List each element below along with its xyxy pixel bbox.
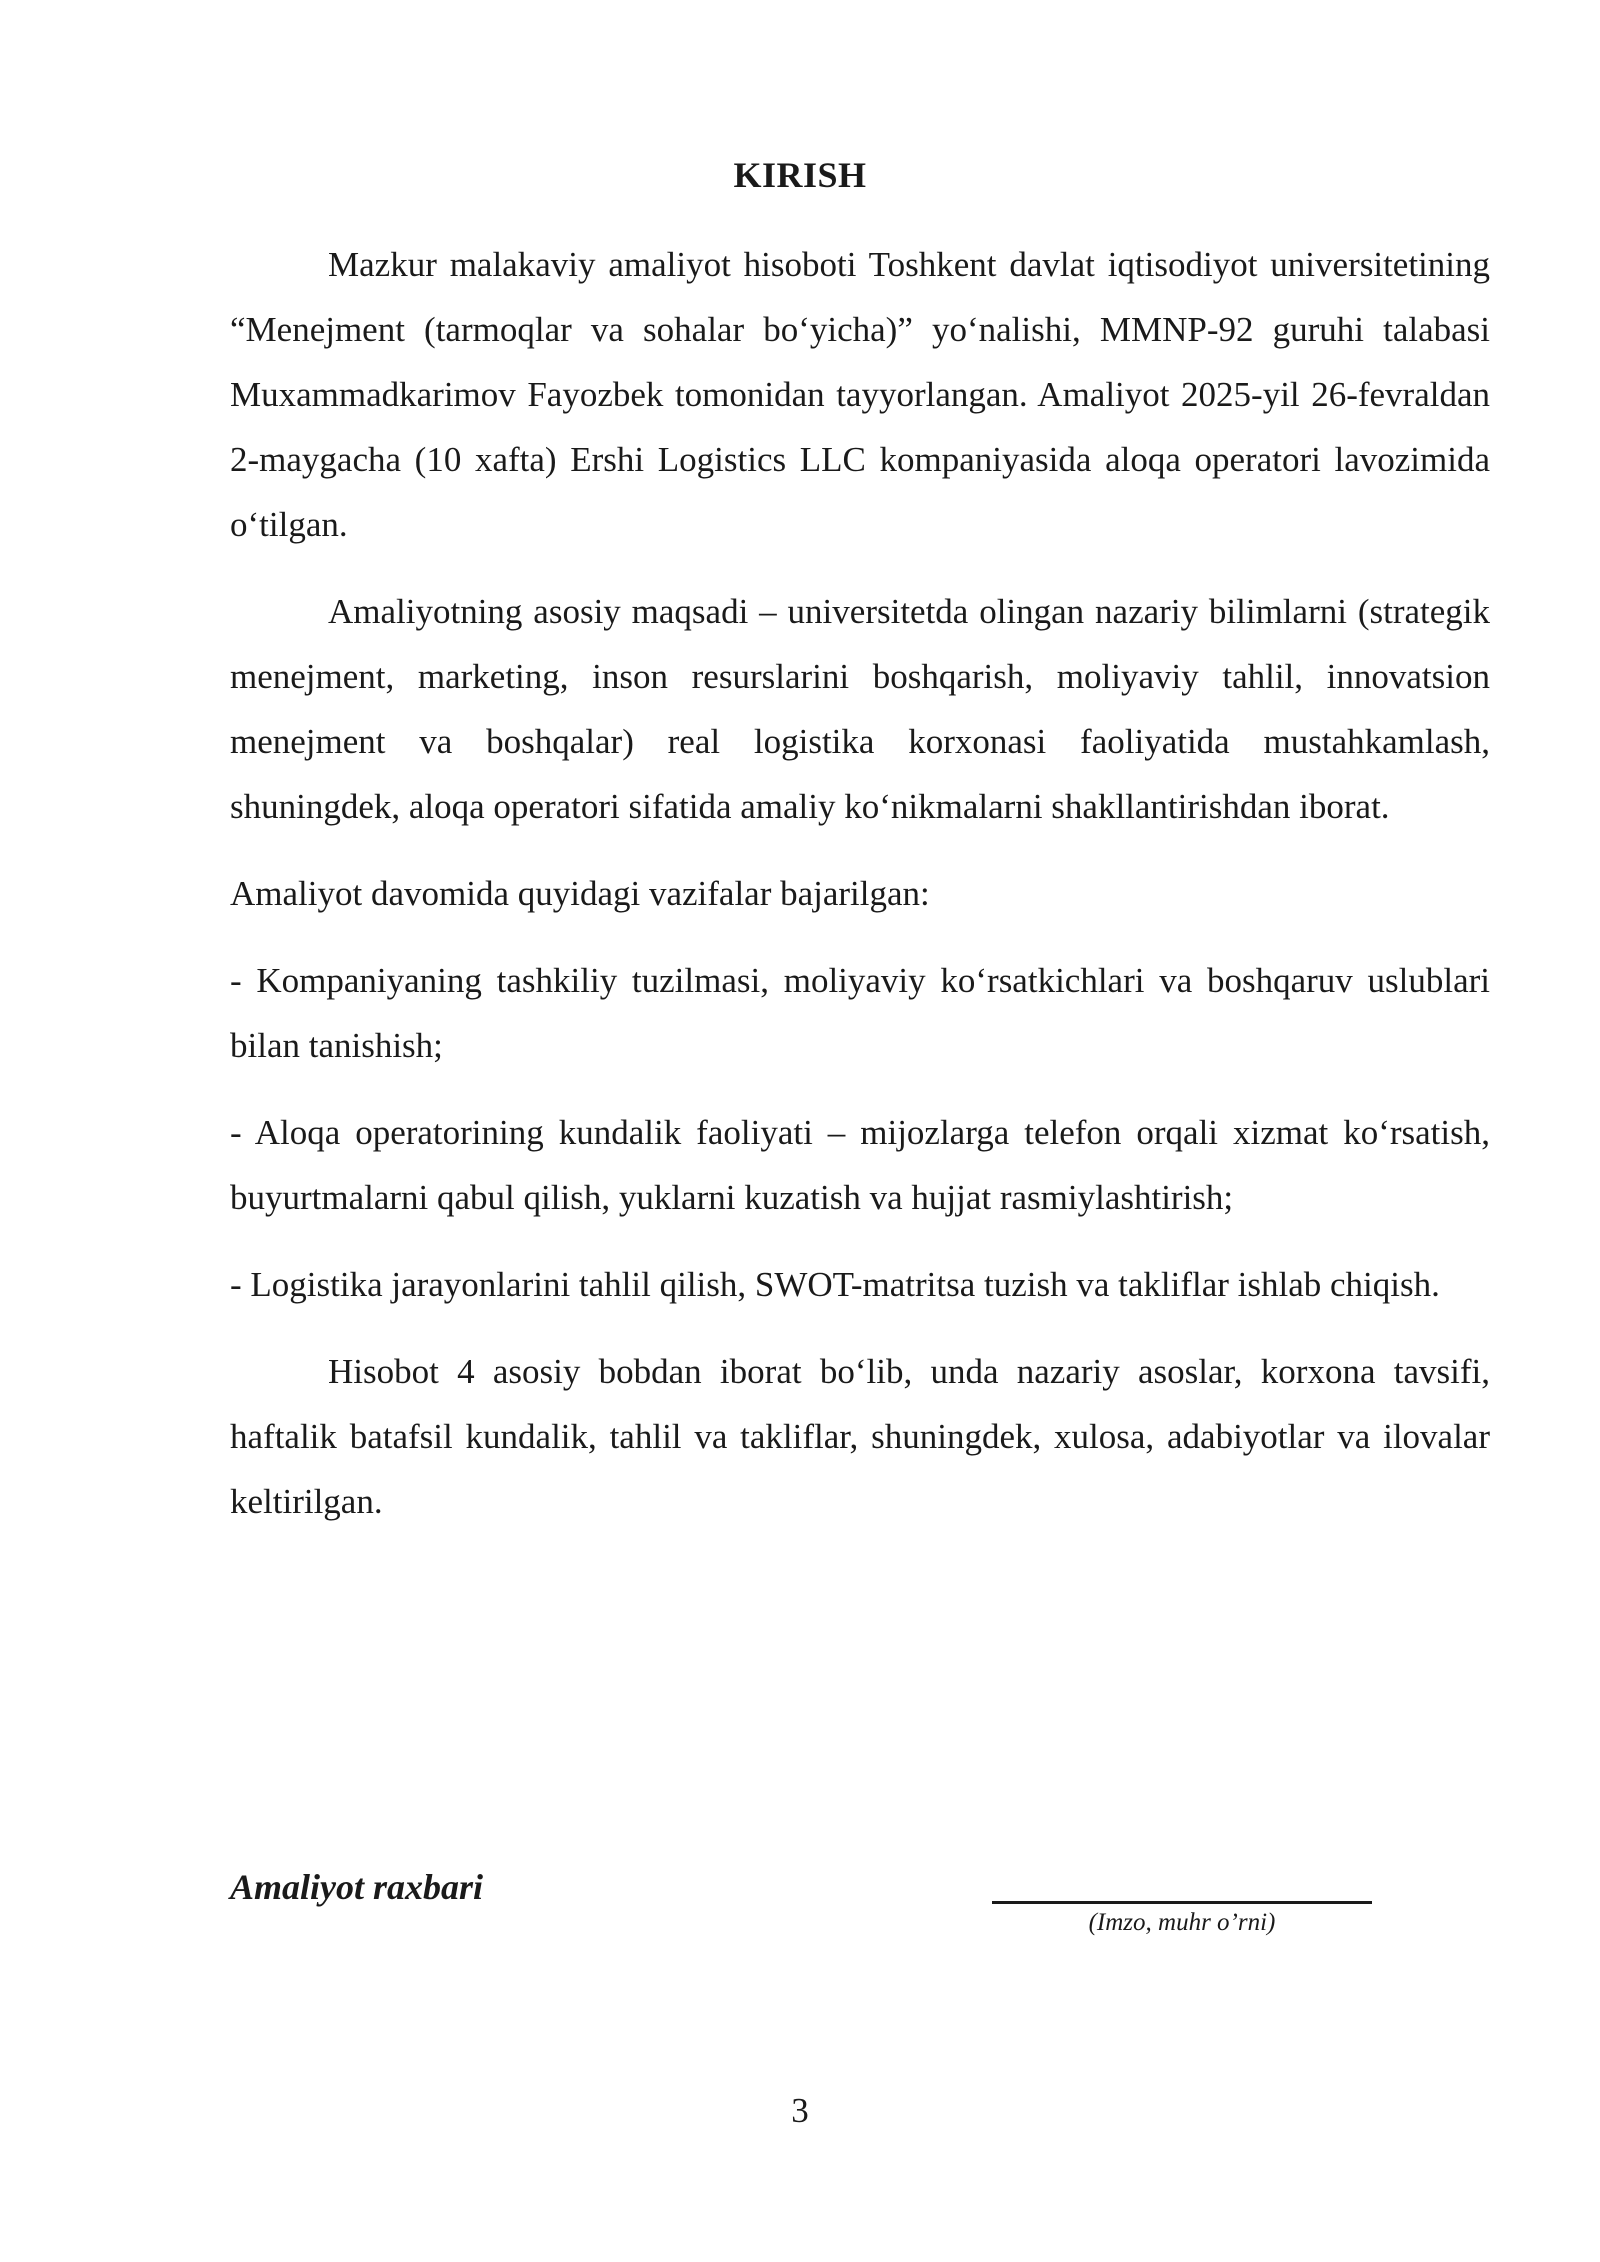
task-item: - Aloqa operatorining kundalik faoliyati – mijozlarga telefon orqali xizmat ko‘rsatish, buyurtmalarni qabul qilish, yuklarni kuzatish va hujjat rasmiylashtirish; — [230, 1113, 1490, 1217]
structure-paragraph: Hisobot 4 asosiy bobdan iborat bo‘lib, unda nazariy asoslar, korxona tavsifi, haftalik batafsil kundalik, tahlil va takliflar, shuningdek, xulosa, adabiyotlar va ilovalar keltirilgan. — [230, 1352, 1490, 1521]
intro-paragraph: Mazkur malakaviy amaliyot hisoboti Toshkent davlat iqtisodiyot universitetining “Menejment (tarmoqlar va sohalar bo‘yicha)” yo‘nalishi, MMNP-92 guruhi talabasi Muxammadkarimov Fayozbek tomonidan tayyorlangan. Amaliyot 2025-yil 26-fevraldan 2-maygacha (10 xafta) Ershi Logistics LLC kompaniyasida aloqa operatori lavozimida o‘tilgan. — [230, 245, 1490, 544]
signature-line — [992, 1901, 1372, 1904]
task-item: - Kompaniyaning tashkiliy tuzilmasi, moliyaviy ko‘rsatkichlari va boshqaruv uslublari bilan tanishish; — [230, 961, 1490, 1065]
supervisor-label: Amaliyot raxbari — [230, 1867, 484, 1907]
signature-caption: (Imzo, muhr o’rni) — [1088, 1909, 1276, 1936]
tasks-intro-paragraph: Amaliyot davomida quyidagi vazifalar bajarilgan: — [230, 874, 930, 913]
page-number: 3 — [791, 2091, 809, 2130]
document-body — [230, 232, 1490, 1556]
goal-paragraph: Amaliyotning asosiy maqsadi – universitetda olingan nazariy bilimlarni (strategik menejment, marketing, inson resurslarini boshqarish, moliyaviy tahlil, innovatsion menejment va boshqalar) real logistika korxonasi faoliyatida mustahkamlash, shuningdek, aloqa operatori sifatida amaliy ko‘nikmalarni shakllantirishdan iborat. — [230, 592, 1490, 826]
page-title: KIRISH — [733, 155, 867, 195]
task-item: - Logistika jarayonlarini tahlil qilish, SWOT-matritsa tuzish va takliflar ishlab chiqish. — [230, 1265, 1440, 1304]
